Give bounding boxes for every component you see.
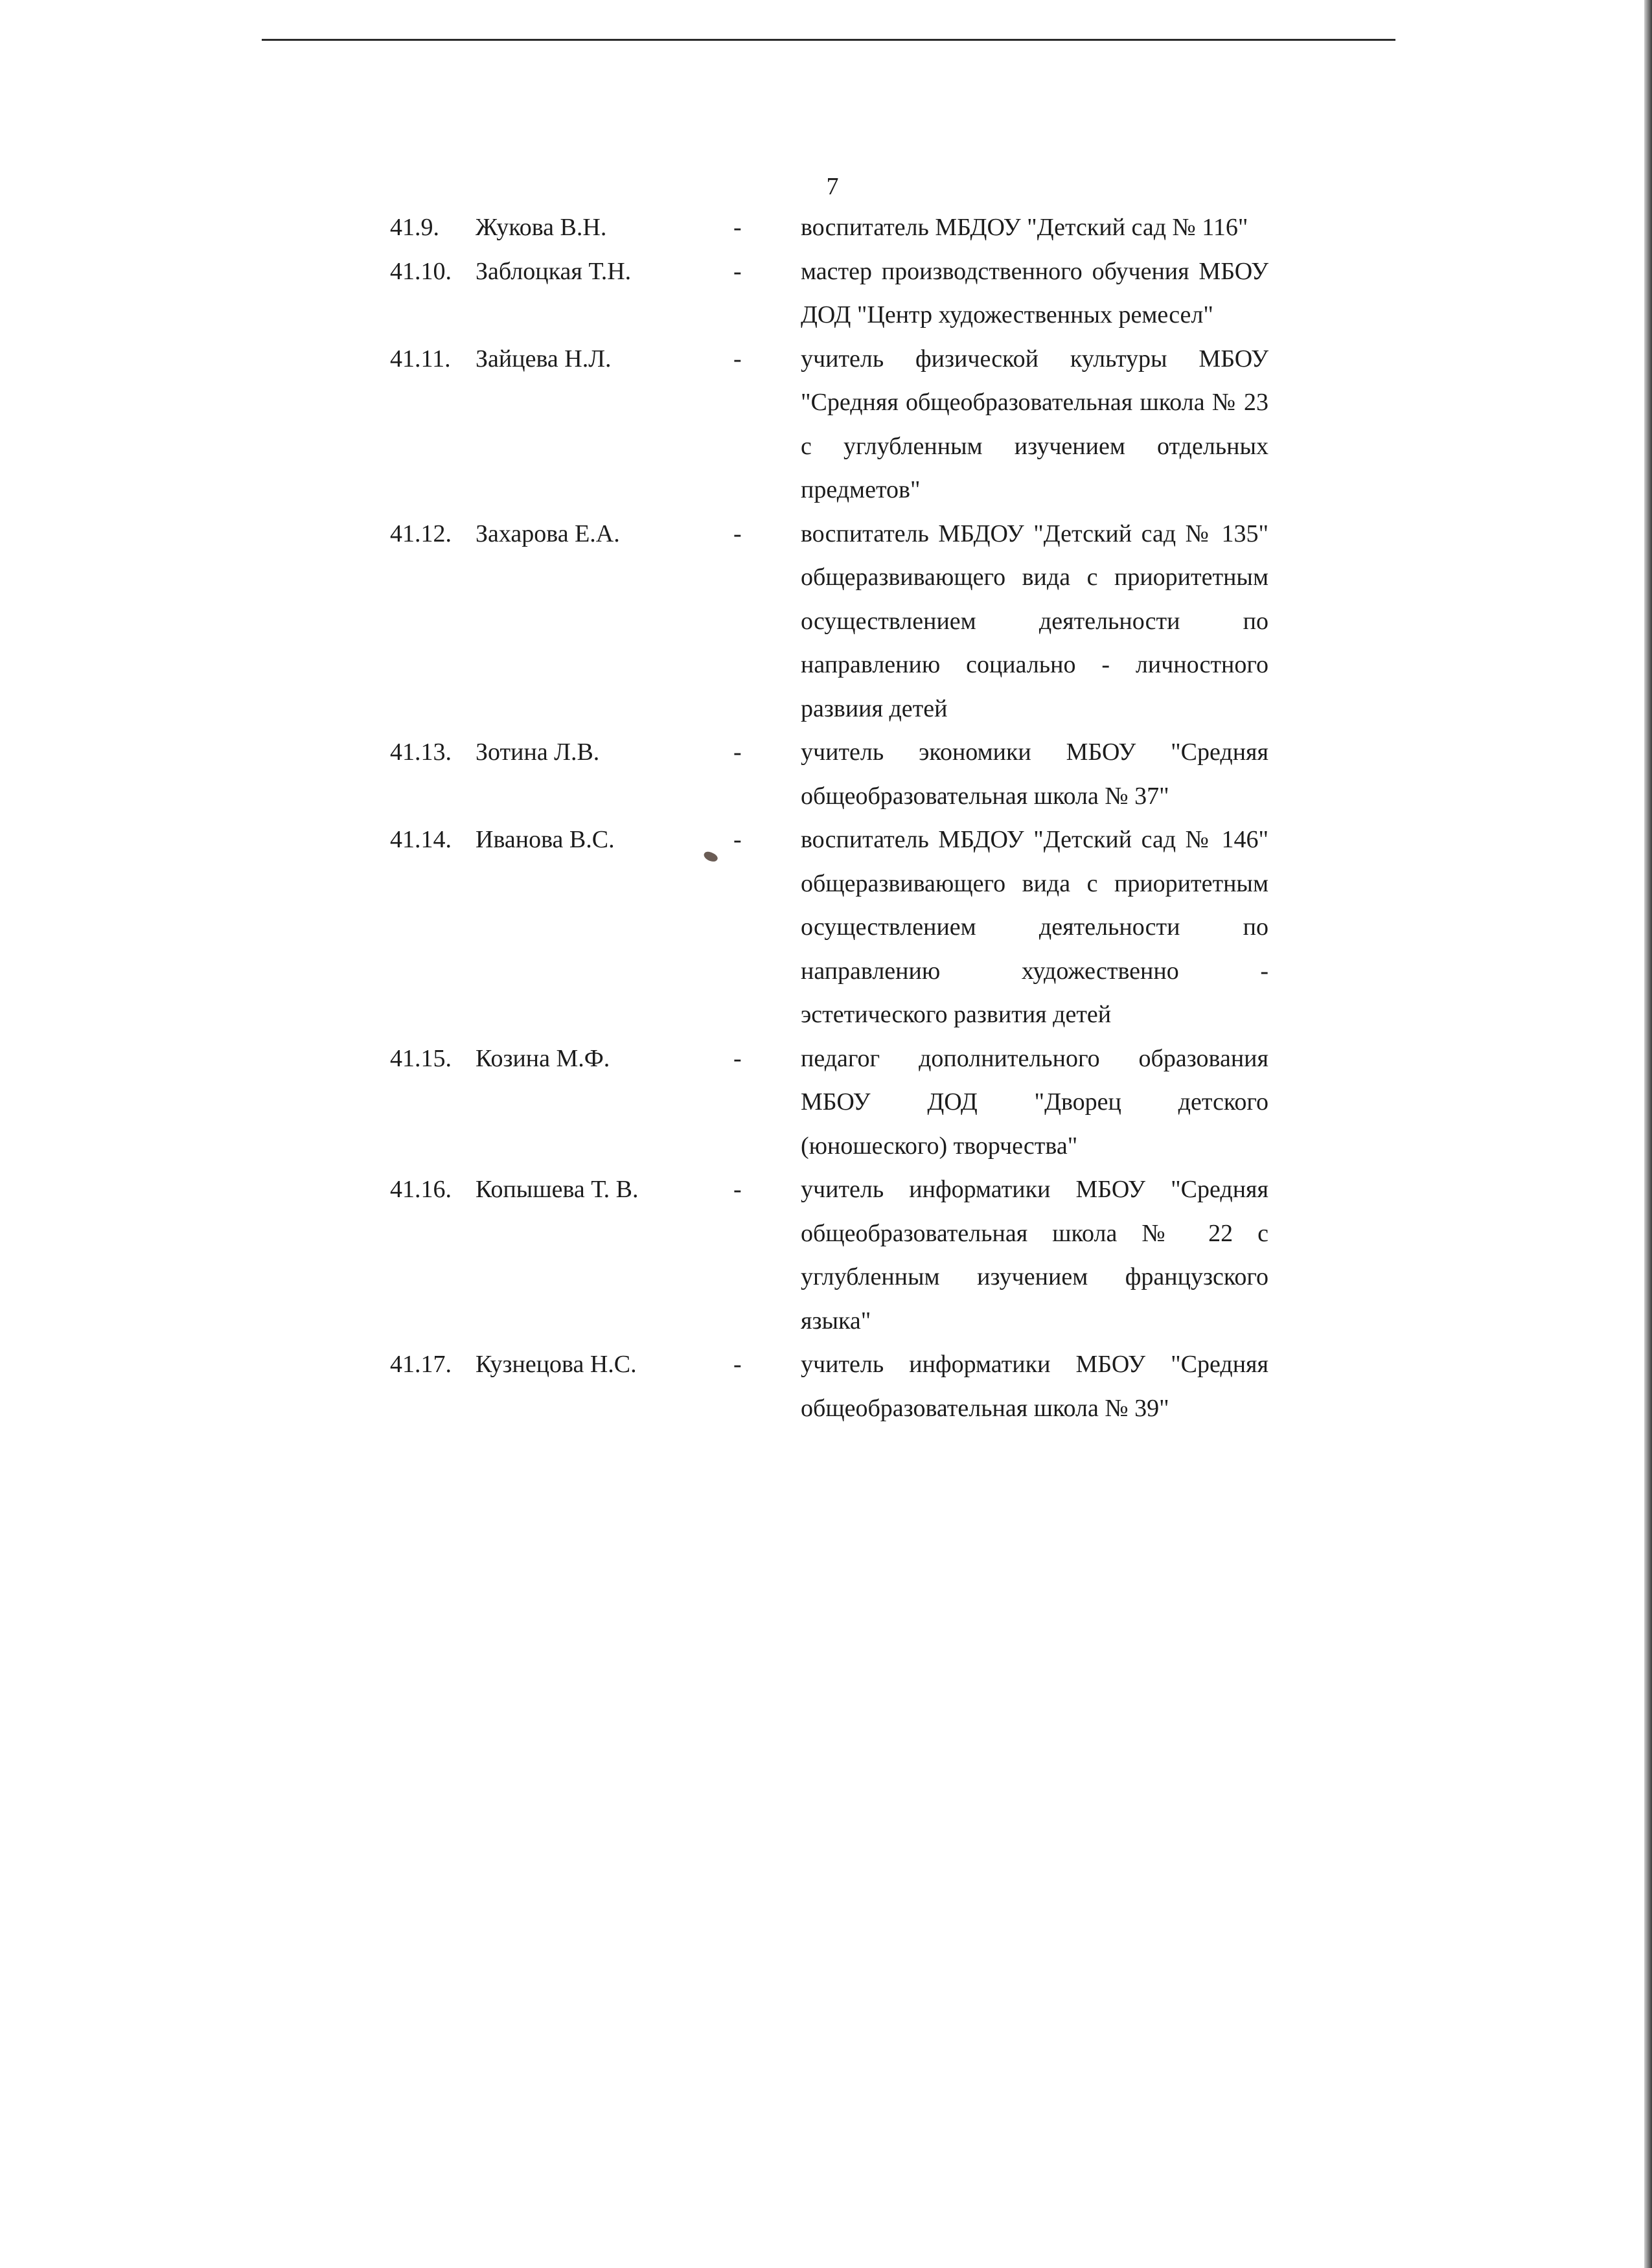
list-item — [390, 1343, 1268, 1430]
entry-description: учитель информатики МБОУ "Средняя общеобразовательная школа № 22 с углубленным изучением французского языка" — [801, 1176, 1268, 1334]
entry-name: Заблоцкая Т.Н. — [476, 257, 632, 285]
entry-name: Кузнецова Н.С. — [476, 1351, 637, 1378]
entry-name: Копышева Т. В. — [476, 1176, 639, 1203]
entry-number: 41.12. — [390, 520, 452, 547]
entry-description: учитель экономики МБОУ "Средняя общеобразовательная школа № 37" — [801, 739, 1268, 810]
entry-name: Зайцева Н.Л. — [476, 345, 612, 372]
entry-name: Козина М.Ф. — [476, 1044, 610, 1072]
entry-number: 41.13. — [390, 739, 452, 766]
entry-number: 41.16. — [390, 1176, 452, 1203]
list-item — [390, 1037, 1268, 1169]
entry-description: педагог дополнительного образования МБОУ ДОД "Дворец детского (юношеского) творчества" — [801, 1044, 1268, 1160]
entry-description: учитель физической культуры МБОУ "Средняя общеобразовательная школа № 23 с углубленным изучением отдельных предметов" — [801, 345, 1268, 503]
entry-dash: - — [733, 826, 742, 853]
entry-number: 41.11. — [390, 345, 451, 372]
entry-number: 41.14. — [390, 826, 452, 853]
entry-name: Зотина Л.В. — [476, 739, 600, 766]
list-item — [390, 338, 1268, 512]
entry-dash: - — [733, 1176, 742, 1203]
scan-edge-shadow — [1644, 0, 1652, 2268]
entry-number: 41.9. — [390, 214, 439, 241]
entry-description: воспитатель МБДОУ "Детский сад № 135" общеразвивающего вида с приоритетным осуществлением деятельности по направлению социально - личностного развиия детей — [801, 520, 1268, 722]
entry-description: воспитатель МБДОУ "Детский сад № 116" — [801, 214, 1248, 241]
entry-dash: - — [733, 520, 742, 547]
entry-dash: - — [733, 214, 742, 241]
entry-description: воспитатель МБДОУ "Детский сад № 146" общеразвивающего вида с приоритетным осуществлением деятельности по направлению художественно - эстетического развития детей — [801, 826, 1268, 1028]
list-item — [390, 818, 1268, 1037]
list-item — [390, 250, 1268, 338]
page-number: 7 — [826, 173, 839, 200]
list-item — [390, 512, 1268, 731]
entry-number: 41.15. — [390, 1044, 452, 1072]
list-item — [390, 1168, 1268, 1343]
entry-dash: - — [733, 1351, 742, 1378]
entry-dash: - — [733, 739, 742, 766]
entry-description: мастер производственного обучения МБОУ ДОД "Центр художественных ремесел" — [801, 257, 1268, 328]
entry-number: 41.17. — [390, 1351, 452, 1378]
entry-description: учитель информатики МБОУ "Средняя общеобразовательная школа № 39" — [801, 1351, 1268, 1422]
entry-number: 41.10. — [390, 257, 452, 285]
entry-dash: - — [733, 257, 742, 285]
entry-name: Захарова Е.А. — [476, 520, 620, 547]
entry-dash: - — [733, 345, 742, 372]
entry-name: Жукова В.Н. — [476, 214, 607, 241]
entry-dash: - — [733, 1044, 742, 1072]
entry-list — [390, 206, 1268, 1430]
top-rule — [262, 39, 1395, 41]
list-item — [390, 206, 1268, 250]
entry-name: Иванова В.С. — [476, 826, 615, 853]
list-item — [390, 731, 1268, 818]
